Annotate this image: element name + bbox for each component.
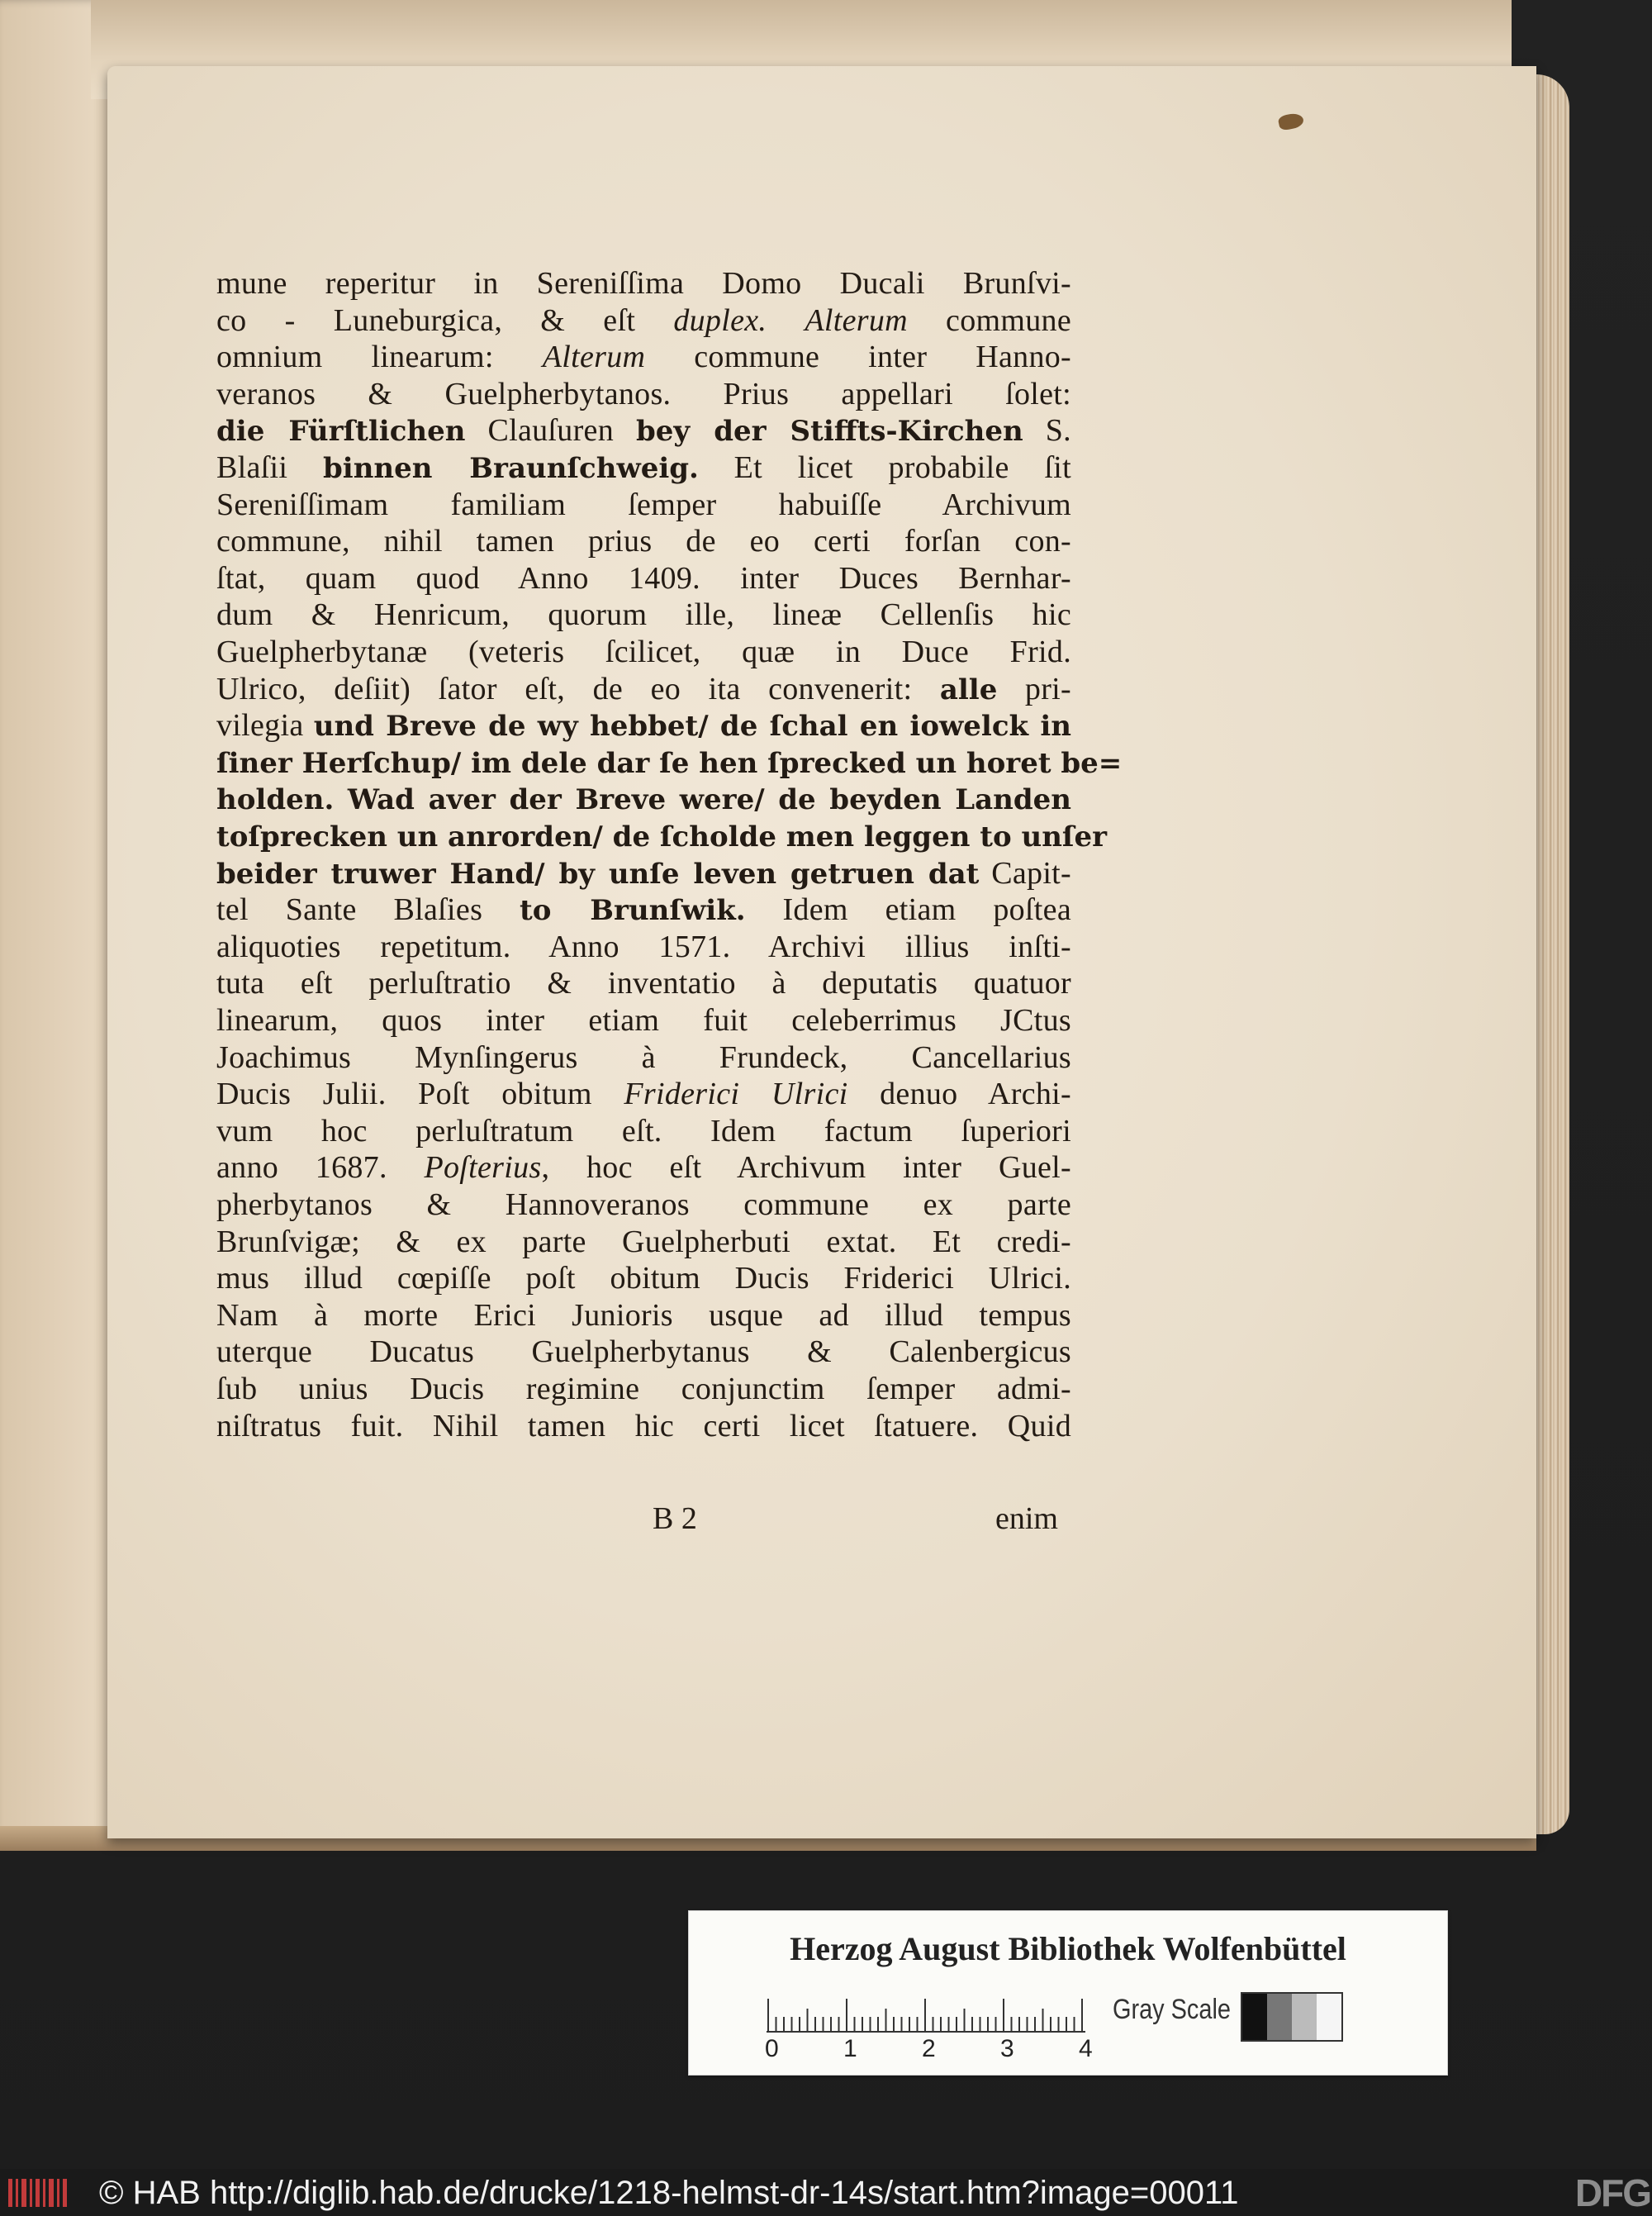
roman-text: mune reperitur in Sereniſſima Domo Ducali Brunſvi-: [216, 266, 1071, 301]
text-line: [216, 1112, 1071, 1150]
text-line: [216, 486, 1071, 524]
italic-text: Poſterius: [424, 1150, 542, 1186]
text-line: [216, 449, 1071, 487]
gray-swatch: [1292, 1994, 1317, 2040]
roman-text: Nam à morte Erici Junioris usque ad illud tempus: [216, 1297, 1071, 1333]
roman-text: Et licet probabile ſit: [698, 450, 1072, 485]
roman-text: Capit-: [979, 855, 1071, 891]
text-line: [216, 744, 1123, 782]
italic-text: Alterum: [805, 302, 908, 338]
roman-text: niſtratus fuit. Nihil tamen hic certi licet ſtatuere. Quid: [216, 1408, 1071, 1443]
blackletter-text: und Breve de wy hebbet/ de ſchal en iowelck in: [313, 710, 1071, 744]
roman-text: commune inter Hanno-: [645, 340, 1072, 375]
barcode-icon: [7, 2176, 71, 2210]
roman-text: co - Luneburgica, & eſt: [216, 302, 674, 338]
roman-text: ſub unius Ducis regimine conjunctim ſemper admi-: [216, 1372, 1071, 1406]
roman-text: Idem etiam poſtea: [745, 892, 1071, 928]
roman-text: anno 1687.: [216, 1150, 425, 1186]
gray-swatch: [1242, 1994, 1267, 2040]
roman-text: uterque Ducatus Guelpherbytanus & Calenbergicus: [216, 1334, 1071, 1370]
blackletter-text: ſiner Herſchup/ im dele dar ſe hen ſprecked un horet be=: [216, 746, 1123, 780]
printed-text-block: [216, 264, 1123, 1536]
text-line: [216, 1259, 1071, 1297]
roman-text: denuo Archi-: [847, 1077, 1071, 1112]
blackletter-text: binnen Braunſchweig.: [323, 452, 699, 485]
text-line: [216, 522, 1071, 560]
roman-text: dum & Henricum, quorum ille, lineæ Cellenſis hic: [216, 597, 1071, 633]
text-line: [216, 1186, 1071, 1224]
text-line: [216, 338, 1071, 376]
ruler-number: 2: [922, 2035, 936, 2062]
roman-text: linearum, quos inter etiam fuit celeberrimus JCtus: [216, 1003, 1071, 1038]
gray-scale-label: Gray Scale: [1113, 1994, 1231, 2025]
gray-swatch: [1267, 1994, 1292, 2040]
text-line: [216, 706, 1071, 744]
text-line: [216, 964, 1071, 1002]
ruler-numbers: [758, 2035, 1105, 2065]
blackletter-text: bey der Stiffts-Kirchen: [636, 415, 1023, 449]
roman-text: veranos & Guelpherbytanos. Prius appellari ſolet:: [216, 376, 1071, 411]
blackletter-text: toſprecken un anrorden/ de ſcholde men leggen to unſer: [216, 820, 1108, 854]
signature-mark: B 2: [653, 1501, 697, 1536]
text-line: [216, 1407, 1071, 1445]
text-line: [216, 1296, 1071, 1334]
roman-text: Joachimus Mynſingerus à Frundeck, Cancellarius: [216, 1039, 1071, 1075]
text-line: [216, 302, 1071, 340]
ruler-number: 4: [1079, 2035, 1093, 2062]
roman-text: commune, nihil tamen prius de eo certi forſan con-: [216, 524, 1071, 559]
blackletter-text: to Brunſwik.: [520, 894, 746, 928]
text-line: [216, 1148, 1071, 1186]
text-line: [216, 633, 1071, 671]
ruler-number: 0: [765, 2035, 779, 2062]
ruler-scale: [765, 1994, 1087, 2035]
text-line: [216, 375, 1071, 413]
italic-text: Alterum: [542, 340, 646, 375]
roman-text: [767, 303, 805, 338]
catchword: enim: [995, 1501, 1058, 1536]
copyright-url[interactable]: © HAB http://diglib.hab.de/drucke/1218-helmst-dr-14s/start.htm?image=00011: [99, 2175, 1239, 2211]
roman-text: tel Sante Blaſies: [216, 892, 520, 928]
text-line: [216, 559, 1071, 597]
ruler-number: 1: [843, 2035, 857, 2062]
ruler-number: 3: [1000, 2035, 1014, 2062]
text-line: [216, 817, 1108, 855]
text-line: [216, 854, 1071, 892]
footer-bar: [0, 2169, 1652, 2216]
text-line: [216, 1333, 1071, 1371]
gray-scale-swatches: [1241, 1992, 1343, 2042]
blackletter-text: holden. Wad aver der Breve were/ de beyden Landen: [216, 783, 1071, 817]
roman-text: mus illud cœpiſſe poſt obitum Ducis Friderici Ulrici.: [216, 1261, 1071, 1296]
text-line: [216, 596, 1071, 634]
roman-text: Ulrico, deſiit) ſator eſt, de eo ita convenerit:: [216, 671, 940, 706]
roman-text: tuta eſt perluſtratio & inventatio à deputatis quatuor: [216, 966, 1071, 1001]
blackletter-text: beider truwer Hand/ by unſe leven getruen dat: [216, 857, 980, 891]
text-line: [216, 780, 1071, 818]
gray-swatch: [1317, 1994, 1341, 2040]
text-line: [216, 891, 1071, 929]
dfg-logo: DFG: [1574, 2171, 1650, 2214]
roman-text: Blaſii: [216, 450, 324, 485]
roman-text: , hoc eſt Archivum inter Guel-: [541, 1150, 1071, 1186]
roman-text: aliquoties repetitum. Anno 1571. Archivi illius inſti-: [216, 929, 1071, 964]
roman-text: vum hoc perluſtratum eſt. Idem factum ſuperiori: [216, 1113, 1071, 1148]
roman-text: vilegia: [216, 708, 314, 744]
text-line: [216, 1001, 1071, 1039]
blackletter-text: die Fürſtlichen: [216, 415, 466, 449]
roman-text: pherbytanos & Hannoveranos commune ex parte: [216, 1187, 1071, 1222]
text-line: [216, 1370, 1071, 1408]
text-line: [216, 264, 1071, 302]
text-line: [216, 670, 1071, 708]
text-line: [216, 411, 1071, 449]
text-line: [216, 1039, 1071, 1077]
roman-text: pri-: [997, 671, 1071, 706]
roman-text: Guelpherbytanæ (veteris ſcilicet, quæ in Duce Frid.: [216, 635, 1071, 669]
italic-text: duplex.: [673, 302, 767, 338]
roman-text: commune: [907, 302, 1071, 338]
roman-text: Brunſvigæ; & ex parte Guelpherbuti extat. Et credi-: [216, 1224, 1071, 1259]
roman-text: Sereniſſimam familiam ſemper habuiſſe Archivum: [216, 487, 1071, 522]
library-label-card: [688, 1910, 1448, 2076]
italic-text: Friderici Ulrici: [624, 1077, 848, 1112]
text-line: [216, 1223, 1071, 1261]
roman-text: Clauſuren: [465, 413, 637, 449]
roman-text: ſtat, quam quod Anno 1409. inter Duces Bernhar-: [216, 560, 1071, 596]
roman-text: omnium linearum:: [216, 340, 543, 375]
roman-text: S.: [1023, 413, 1071, 449]
text-line: [216, 928, 1071, 966]
text-line: [216, 1075, 1071, 1113]
roman-text: Ducis Julii. Poſt obitum: [216, 1077, 624, 1112]
library-name: Herzog August Bibliothek Wolfenbüttel: [790, 1930, 1346, 1967]
blackletter-text: alle: [939, 673, 998, 706]
